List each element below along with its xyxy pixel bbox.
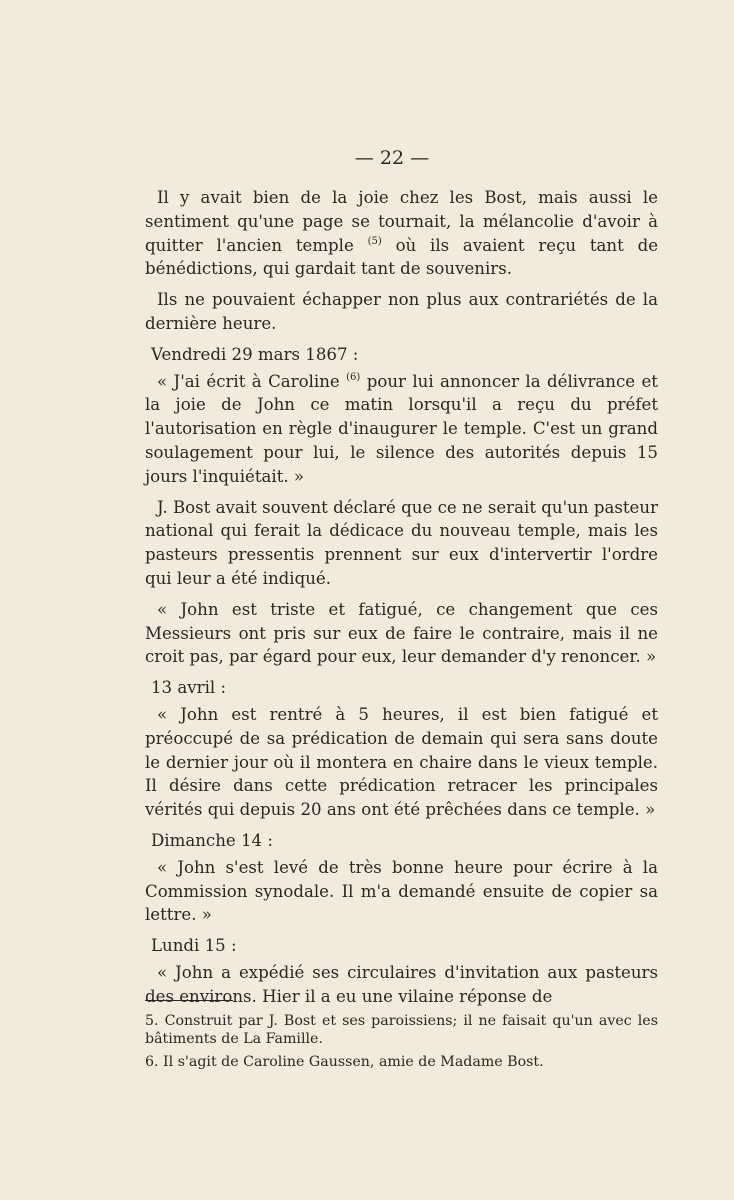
- paragraph: Ils ne pouvaient échapper non plus aux contrariétés de la dernière heure.: [145, 290, 658, 333]
- footnote-ref: (6): [346, 371, 361, 383]
- body-text: [145, 186, 658, 1016]
- footnote: 6. Il s'agit de Caroline Gaussen, amie de Madame Bost.: [145, 1054, 544, 1070]
- date-heading: Lundi 15 :: [151, 936, 237, 956]
- page-number: — 22 —: [354, 147, 430, 169]
- footnote-ref: (5): [367, 235, 382, 247]
- footnote: 5. Construit par J. Bost et ses paroissiens; il ne faisait qu'un avec les bâtiments de La Famille.: [145, 1013, 658, 1047]
- quote-paragraph: « John s'est levé de très bonne heure pour écrire à la Commission synodale. Il m'a demandé ensuite de copier sa lettre. »: [145, 857, 658, 925]
- footnotes: [145, 1013, 658, 1078]
- quote-paragraph: « John a expédié ses circulaires d'invitation aux pasteurs des environs. Hier il a eu une vilaine réponse de: [145, 962, 658, 1006]
- date-heading: 13 avril :: [151, 678, 227, 698]
- footnote-divider: [145, 1000, 233, 1001]
- quote-paragraph: « J'ai écrit à Caroline $^{(6)}$ pour lui annoncer la délivrance et la joie de John ce matin lorsqu'il a reçu du préfet l'autorisation en règle d'inaugurer le temple. C'est un grand soulagement pour lui, le silence des autorités depuis 15 jours l'inquiétait. »: [145, 371, 658, 486]
- date-heading: Dimanche 14 :: [151, 830, 273, 850]
- quote-paragraph: « John est triste et fatigué, ce changement que ces Messieurs ont pris sur eux de faire le contraire, mais il ne croit pas, par égard pour eux, leur demander d'y renoncer. »: [145, 599, 658, 667]
- paragraph: Il y avait bien de la joie chez les Bost, mais aussi le sentiment qu'une page se tournait, la mélancolie d'avoir à quitter l'ancien temple $^{(5)}$ où ils avaient reçu tant de bénédictions, qui gardait tant de souvenirs.: [145, 188, 659, 279]
- quote-paragraph: « John est rentré à 5 heures, il est bien fatigué et préoccupé de sa prédication de demain qui sera sans doute le dernier jour où il montera en chaire dans le vieux temple. Il désire dans cette prédication retracer les principales vérités qui depuis 20 ans ont été prêchées dans ce temple. »: [145, 704, 658, 820]
- paragraph: J. Bost avait souvent déclaré que ce ne serait qu'un pasteur national qui ferait la dédicace du nouveau temple, mais les pasteurs pressentis prennent sur eux d'intervertir l'ordre qui leur a été indiqué.: [145, 497, 658, 588]
- date-heading: Vendredi 29 mars 1867 :: [151, 344, 359, 364]
